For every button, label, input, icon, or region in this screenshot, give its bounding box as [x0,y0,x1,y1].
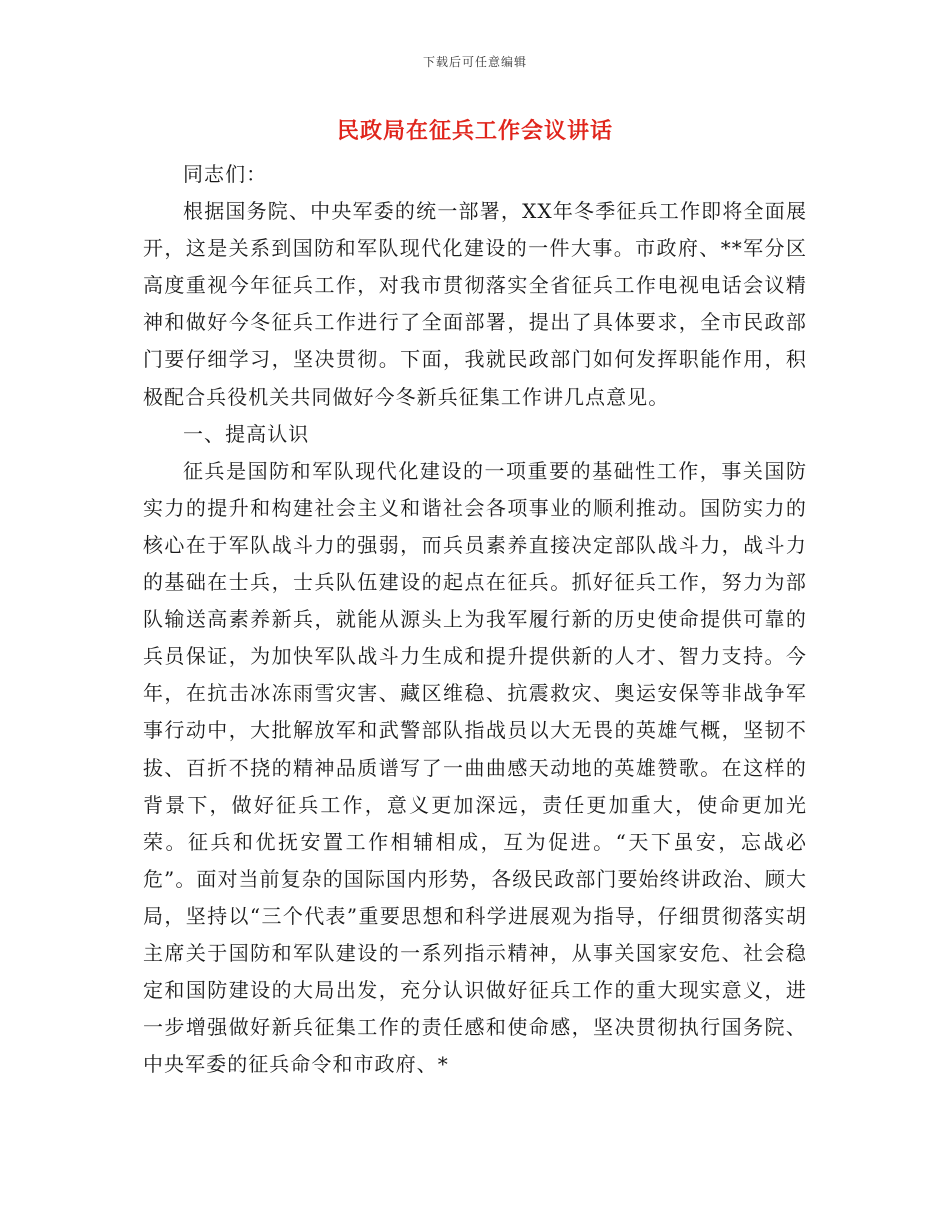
section-heading: 一、提高认识 [183,421,310,446]
document-title: 民政局在征兵工作会议讲话 [336,118,613,144]
page-header-note: 下载后可任意编辑 [422,55,527,69]
body-paragraph: 根据国务院、中央军委的统一部署，XX年冬季征兵工作即将全面展开，这是关系到国防和军队现代化建设的一件大事。市政府、**军分区高度重视今年征兵工作，对我市贯彻落实全省征兵工作电视电话会议精神和做好今冬征兵工作进行了全面部署，提出了具体要求，全市民政部门要仔细学习，坚决贯彻。下面，我就民政部门如何发挥职能作用，积极配合兵役机关共同做好今冬新兵征集工作讲几点意见。 [143,199,807,409]
document-body [143,156,807,1083]
body-paragraph: 征兵是国防和军队现代化建设的一项重要的基础性工作，事关国防实力的提升和构建社会主义和谐社会各项事业的顺利推动。国防实力的核心在于军队战斗力的强弱，而兵员素养直接决定部队战斗力，战斗力的基础在士兵，士兵队伍建设的起点在征兵。抓好征兵工作，努力为部队输送高素养新兵，就能从源头上为我军履行新的历史使命提供可靠的兵员保证，为加快军队战斗力生成和提升提供新的人才、智力支持。今年，在抗击冰冻雨雪灾害、藏区维稳、抗震救灾、奥运安保等非战争军事行动中，大批解放军和武警部队指战员以大无畏的英雄气概，坚韧不拔、百折不挠的精神品质谱写了一曲曲感天动地的英雄赞歌。在这样的背景下，做好征兵工作，意义更加深远，责任更加重大，使命更加光荣。征兵和优抚安置工作相辅相成，互为促进。“天下虽安，忘战必危”。面对当前复杂的国际国内形势，各级民政部门要始终讲政治、顾大局，坚持以“三个代表”重要思想和科学进展观为指导，仔细贯彻落实胡主席关于国防和军队建设的一系列指示精神，从事关国家安危、社会稳定和国防建设的大局出发，充分认识做好征兵工作的重大现实意义，进一步增强做好新兵征集工作的责任感和使命感，坚决贯彻执行国务院、中央军委的征兵命令和市政府、* [143,458,807,1077]
salutation: 同志们： [183,162,268,186]
